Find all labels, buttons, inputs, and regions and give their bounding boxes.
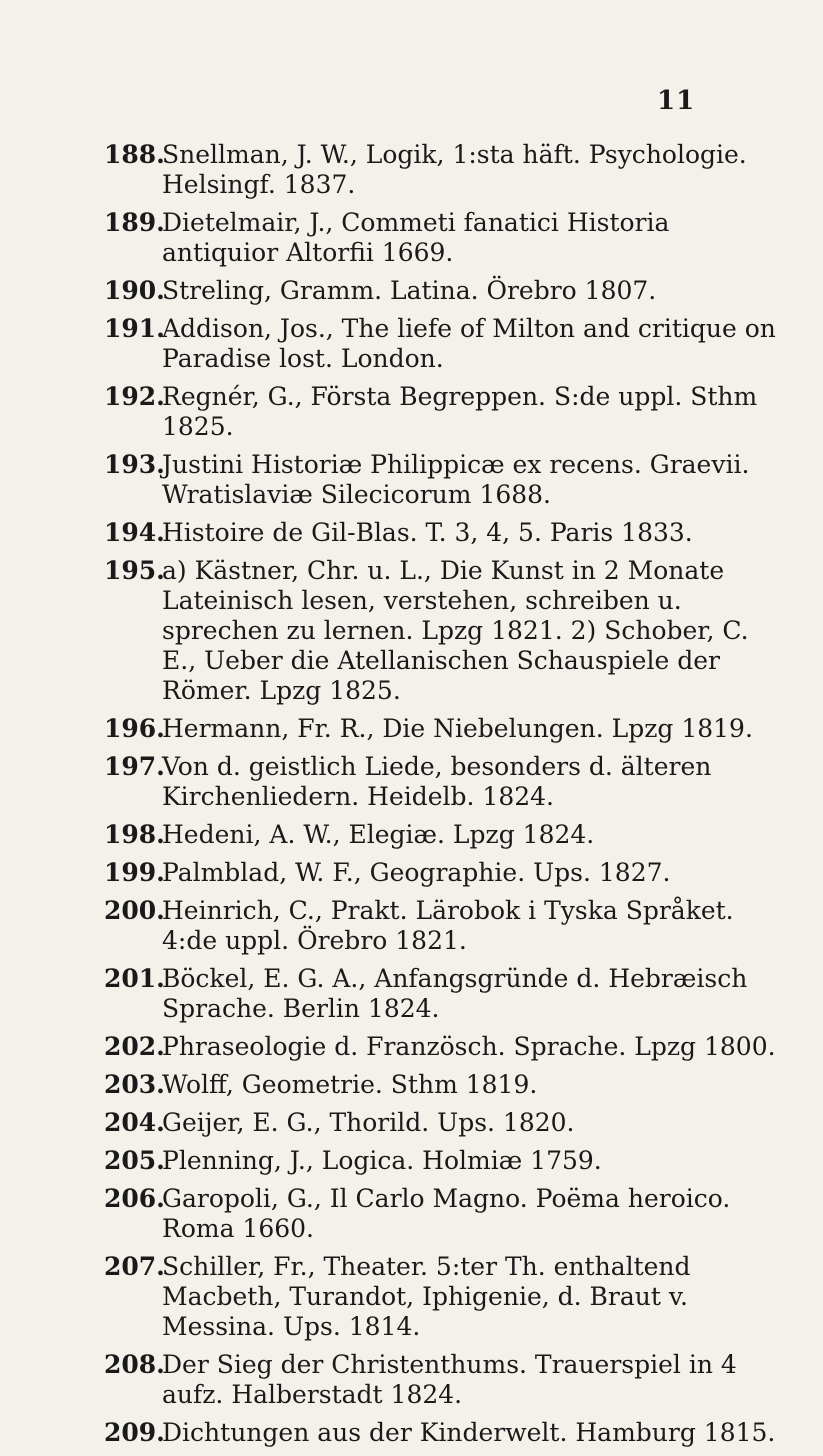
entry-number: 202. [104, 1032, 165, 1061]
entry-number: 200. [104, 896, 165, 925]
entry-number: 207. [104, 1252, 165, 1281]
entry-number: 201. [104, 964, 165, 993]
catalog-entry [104, 820, 790, 850]
catalog-entry [104, 1070, 790, 1100]
catalog-entry [104, 1146, 790, 1176]
entry-text: Addison, Jos., The liefe of Milton and critique on Paradise lost. London. [162, 314, 776, 373]
entry-text: Justini Historiæ Philippicæ ex recens. Graevii. Wratislaviæ Silecicorum 1688. [162, 450, 750, 509]
entry-number: 188. [104, 140, 165, 169]
catalog-entry [104, 382, 790, 442]
entry-number: 189. [104, 208, 165, 237]
catalog-entry-list [104, 140, 790, 1456]
catalog-entry [104, 752, 790, 812]
entry-number: 206. [104, 1184, 165, 1213]
entry-number: 191. [104, 314, 165, 343]
entry-text: Plenning, J., Logica. Holmiæ 1759. [162, 1146, 602, 1175]
catalog-entry [104, 964, 790, 1024]
entry-number: 205. [104, 1146, 165, 1175]
entry-number: 198. [104, 820, 165, 849]
entry-text: Schiller, Fr., Theater. 5:ter Th. enthaltend Macbeth, Turandot, Iphigenie, d. Braut v. Messina. Ups. 1814. [162, 1252, 691, 1341]
entry-text: Hedeni, A. W., Elegiæ. Lpzg 1824. [162, 820, 595, 849]
catalog-entry [104, 896, 790, 956]
catalog-entry [104, 1184, 790, 1244]
catalog-entry [104, 450, 790, 510]
catalog-entry [104, 1252, 790, 1342]
entry-text: Garopoli, G., Il Carlo Magno. Poëma heroico. Roma 1660. [162, 1184, 731, 1243]
entry-number: 199. [104, 858, 165, 887]
entry-number: 196. [104, 714, 165, 743]
entry-text: Snellman, J. W., Logik, 1:sta häft. Psychologie. Helsingf. 1837. [162, 140, 747, 199]
entry-text: Histoire de Gil-Blas. T. 3, 4, 5. Paris 1833. [162, 518, 693, 547]
entry-number: 209. [104, 1418, 165, 1447]
catalog-entry [104, 276, 790, 306]
entry-text: Streling, Gramm. Latina. Örebro 1807. [162, 276, 657, 305]
catalog-entry [104, 714, 790, 744]
entry-number: 197. [104, 752, 165, 781]
entry-number: 203. [104, 1070, 165, 1099]
entry-text: Palmblad, W. F., Geographie. Ups. 1827. [162, 858, 671, 887]
catalog-entry [104, 208, 790, 268]
entry-text: Der Sieg der Christenthums. Trauerspiel in 4 aufz. Halberstadt 1824. [162, 1350, 737, 1409]
entry-number: 208. [104, 1350, 165, 1379]
entry-number: 193. [104, 450, 165, 479]
entry-text: Geijer, E. G., Thorild. Ups. 1820. [162, 1108, 575, 1137]
entry-number: 190. [104, 276, 165, 305]
entry-text: Von d. geistlich Liede, besonders d. älteren Kirchenliedern. Heidelb. 1824. [162, 752, 712, 811]
catalog-entry [104, 556, 790, 706]
page-number: 11 [657, 86, 696, 116]
entry-text: Dietelmair, J., Commeti fanatici Historia antiquior Altorfii 1669. [162, 208, 670, 267]
entry-number: 204. [104, 1108, 165, 1137]
catalog-entry [104, 1350, 790, 1410]
catalog-entry [104, 1418, 790, 1448]
entry-text: Regnér, G., Första Begreppen. S:de uppl. Sthm 1825. [162, 382, 758, 441]
entry-text: Dichtungen aus der Kinderwelt. Hamburg 1815. [162, 1418, 776, 1447]
catalog-entry [104, 1032, 790, 1062]
entry-text: Phraseologie d. Französch. Sprache. Lpzg 1800. [162, 1032, 776, 1061]
entry-number: 192. [104, 382, 165, 411]
entry-text: Wolff, Geometrie. Sthm 1819. [162, 1070, 538, 1099]
catalog-entry [104, 518, 790, 548]
catalog-entry [104, 858, 790, 888]
entry-text: Hermann, Fr. R., Die Niebelungen. Lpzg 1819. [162, 714, 753, 743]
catalog-entry [104, 140, 790, 200]
catalog-entry [104, 1108, 790, 1138]
entry-number: 195. [104, 556, 165, 585]
entry-text: a) Kästner, Chr. u. L., Die Kunst in 2 Monate Lateinisch lesen, verstehen, schreiben u. sprechen zu lernen. Lpzg 1821. 2) Schober, C. E., Ueber die Atellanischen Schauspiele der Römer. Lpzg 1825. [162, 556, 749, 705]
entry-number: 194. [104, 518, 165, 547]
entry-text: Böckel, E. G. A., Anfangsgründe d. Hebræisch Sprache. Berlin 1824. [162, 964, 748, 1023]
entry-text: Heinrich, C., Prakt. Lärobok i Tyska Språket. 4:de uppl. Örebro 1821. [162, 896, 734, 955]
catalog-entry [104, 314, 790, 374]
